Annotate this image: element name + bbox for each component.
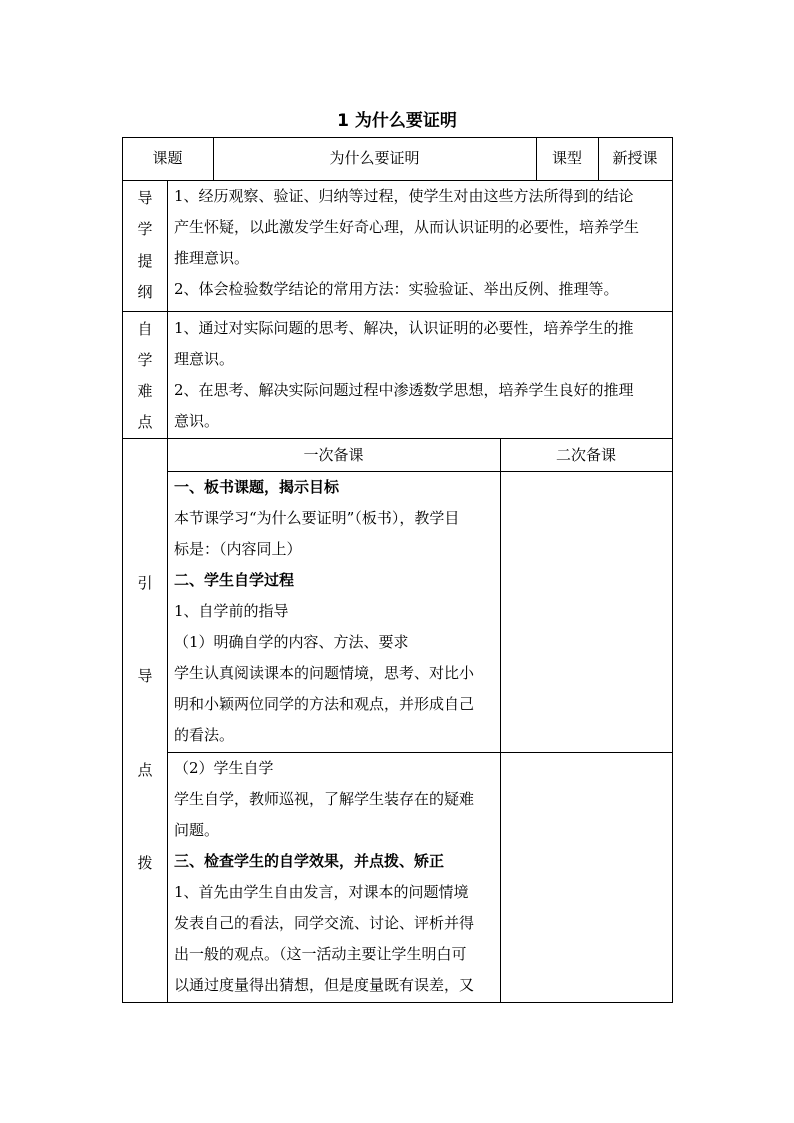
content-line: 发表自己的看法，同学交流、讨论、评析并得: [174, 914, 475, 932]
content-line: 以通过度量得出猜想，但是度量既有误差，又: [174, 976, 475, 994]
content-line: 学生认真阅读课本的问题情境，思考、对比小: [174, 664, 475, 682]
lead-label-char: 引: [137, 574, 153, 592]
lead-label-char: 导: [137, 667, 153, 685]
content-line: 明和小颖两位同学的方法和观点，并形成自己: [174, 695, 475, 713]
content-line: （1）明确自学的内容、方法、要求: [174, 633, 409, 651]
first-prep-header: 一次备课: [303, 446, 364, 464]
guide-line: 推理意识。: [174, 249, 250, 267]
content-line: 的看法。: [174, 726, 235, 744]
difficulty-line: 1、通过对实际问题的思考、解决，认识证明的必要性，培养学生的推: [174, 319, 634, 337]
section-heading: 一、板书课题，揭示目标: [174, 478, 340, 496]
lead-label-char: 点: [137, 761, 153, 779]
content-line: （2）学生自学: [174, 759, 274, 777]
content-line: 出一般的观点。（这一活动主要让学生明白可: [174, 945, 467, 963]
first-prep-block-1: [174, 472, 496, 751]
difficulty-label-char: 学: [137, 351, 153, 369]
lead-label-char: 拨: [137, 854, 153, 872]
difficulty-label-char: 点: [137, 413, 153, 431]
guide-label-char: 提: [137, 252, 153, 270]
second-prep-cell-1[interactable]: [501, 472, 672, 752]
document-title: 1 为什么要证明: [337, 111, 457, 131]
content-line: 问题。: [174, 821, 220, 839]
section-heading: 二、学生自学过程: [174, 571, 295, 589]
difficulty-label-char: 难: [137, 382, 153, 400]
type-label: 课型: [551, 149, 582, 167]
guide-label-char: 纲: [137, 283, 153, 301]
guide-content: [174, 181, 669, 305]
content-line: 1、首先由学生自由发言，对课本的问题情境: [174, 883, 469, 901]
second-prep-cell-2[interactable]: [501, 753, 672, 1002]
topic-label: 课题: [152, 149, 183, 167]
second-prep-header: 二次备课: [555, 446, 616, 464]
section-heading: 三、检查学生的自学效果，并点拨、矫正: [174, 852, 445, 870]
content-line: 学生自学，教师巡视，了解学生装存在的疑难: [174, 790, 475, 808]
difficulty-line: 意识。: [174, 412, 220, 430]
topic-value: 为什么要证明: [329, 149, 420, 167]
type-value: 新授课: [612, 149, 658, 167]
guide-line: 2、体会检验数学结论的常用方法：实验验证、举出反例、推理等。: [174, 280, 619, 298]
difficulty-label-char: 自: [137, 320, 153, 338]
guide-label-char: 学: [137, 220, 153, 238]
guide-label-char: 导: [137, 189, 153, 207]
first-prep-block-2: [174, 753, 496, 1001]
content-line: 1、自学前的指导: [174, 602, 289, 620]
difficulty-line: 2、在思考、解决实际问题过程中渗透数学思想，培养学生良好的推理: [174, 381, 634, 399]
difficulty-content: [174, 313, 669, 437]
content-line: 本节课学习“为什么要证明”（板书），教学目: [174, 509, 460, 527]
guide-line: 1、经历观察、验证、归纳等过程，使学生对由这些方法所得到的结论: [174, 187, 634, 205]
guide-line: 产生怀疑，以此激发学生好奇心理，从而认识证明的必要性，培养学生: [174, 218, 640, 236]
content-line: 标是：（内容同上）: [174, 540, 302, 558]
difficulty-line: 理意识。: [174, 350, 235, 368]
